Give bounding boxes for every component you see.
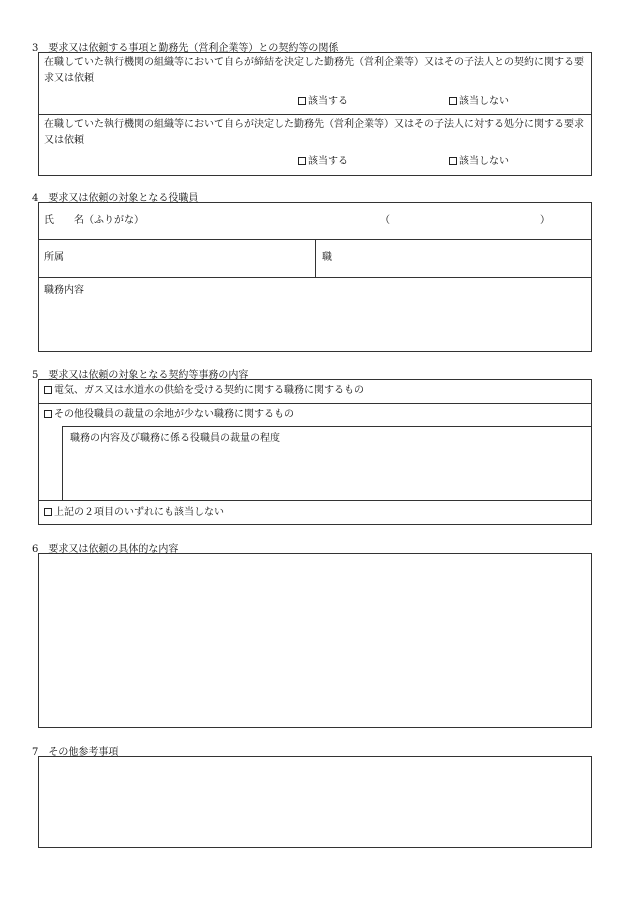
section7-box[interactable] xyxy=(38,756,592,848)
section5-sub-label: 職務の内容及び職務に係る役職員の裁量の程度 xyxy=(70,433,280,444)
checkbox[interactable] xyxy=(298,97,306,105)
section7-title: 7 その他参考事項 xyxy=(32,747,119,758)
checkbox[interactable] xyxy=(449,157,457,165)
duties-label: 職務内容 xyxy=(44,285,84,296)
section4-title: 4 要求又は依頼の対象となる役職員 xyxy=(32,193,199,204)
checkbox[interactable] xyxy=(44,410,52,418)
section3-item2-text: 在職していた執行機関の組織等において自らが決定した勤務先（営利企業等）又はその子法人に対する処分に関する要求又は依頼 xyxy=(44,119,584,146)
section4-vdivider xyxy=(315,239,316,277)
section3-item2-no[interactable]: 該当しない xyxy=(449,155,509,169)
section5-divider-1 xyxy=(38,403,592,404)
affiliation-label: 所属 xyxy=(44,252,64,263)
section5-opt2[interactable]: その他役職員の裁量の余地が少ない職務に関するもの xyxy=(44,408,294,422)
checkbox[interactable] xyxy=(449,97,457,105)
section4-divider-2 xyxy=(38,277,592,278)
section6-box[interactable] xyxy=(38,553,592,728)
checkbox[interactable] xyxy=(298,157,306,165)
paren-open: （ xyxy=(380,215,390,226)
section3-divider xyxy=(38,114,592,115)
section5-title: 5 要求又は依頼の対象となる契約等事務の内容 xyxy=(32,370,249,381)
paren-close: ） xyxy=(540,215,550,226)
section6-title: 6 要求又は依頼の具体的な内容 xyxy=(32,544,179,555)
section3-title: 3 要求又は依頼する事項と勤務先（営利企業等）との契約等の関係 xyxy=(32,43,339,54)
section3-item1-text: 在職していた執行機関の組織等において自らが締結を決定した勤務先（営利企業等）又はその子法人との契約に関する要求又は依頼 xyxy=(44,57,584,84)
checkbox[interactable] xyxy=(44,386,52,394)
section3-item1-yes[interactable]: 該当する xyxy=(298,95,348,109)
section3-item2-yes[interactable]: 該当する xyxy=(298,155,348,169)
name-label: 氏 名（ふりがな） xyxy=(44,215,144,226)
position-label: 職 xyxy=(322,252,332,263)
checkbox[interactable] xyxy=(44,508,52,516)
section5-divider-2 xyxy=(38,500,592,501)
section5-opt3[interactable]: 上記の２項目のいずれにも該当しない xyxy=(44,506,224,520)
section5-opt1[interactable]: 電気、ガス又は水道水の供給を受ける契約に関する職務に関するもの xyxy=(44,384,364,398)
section3-item1-no[interactable]: 該当しない xyxy=(449,95,509,109)
